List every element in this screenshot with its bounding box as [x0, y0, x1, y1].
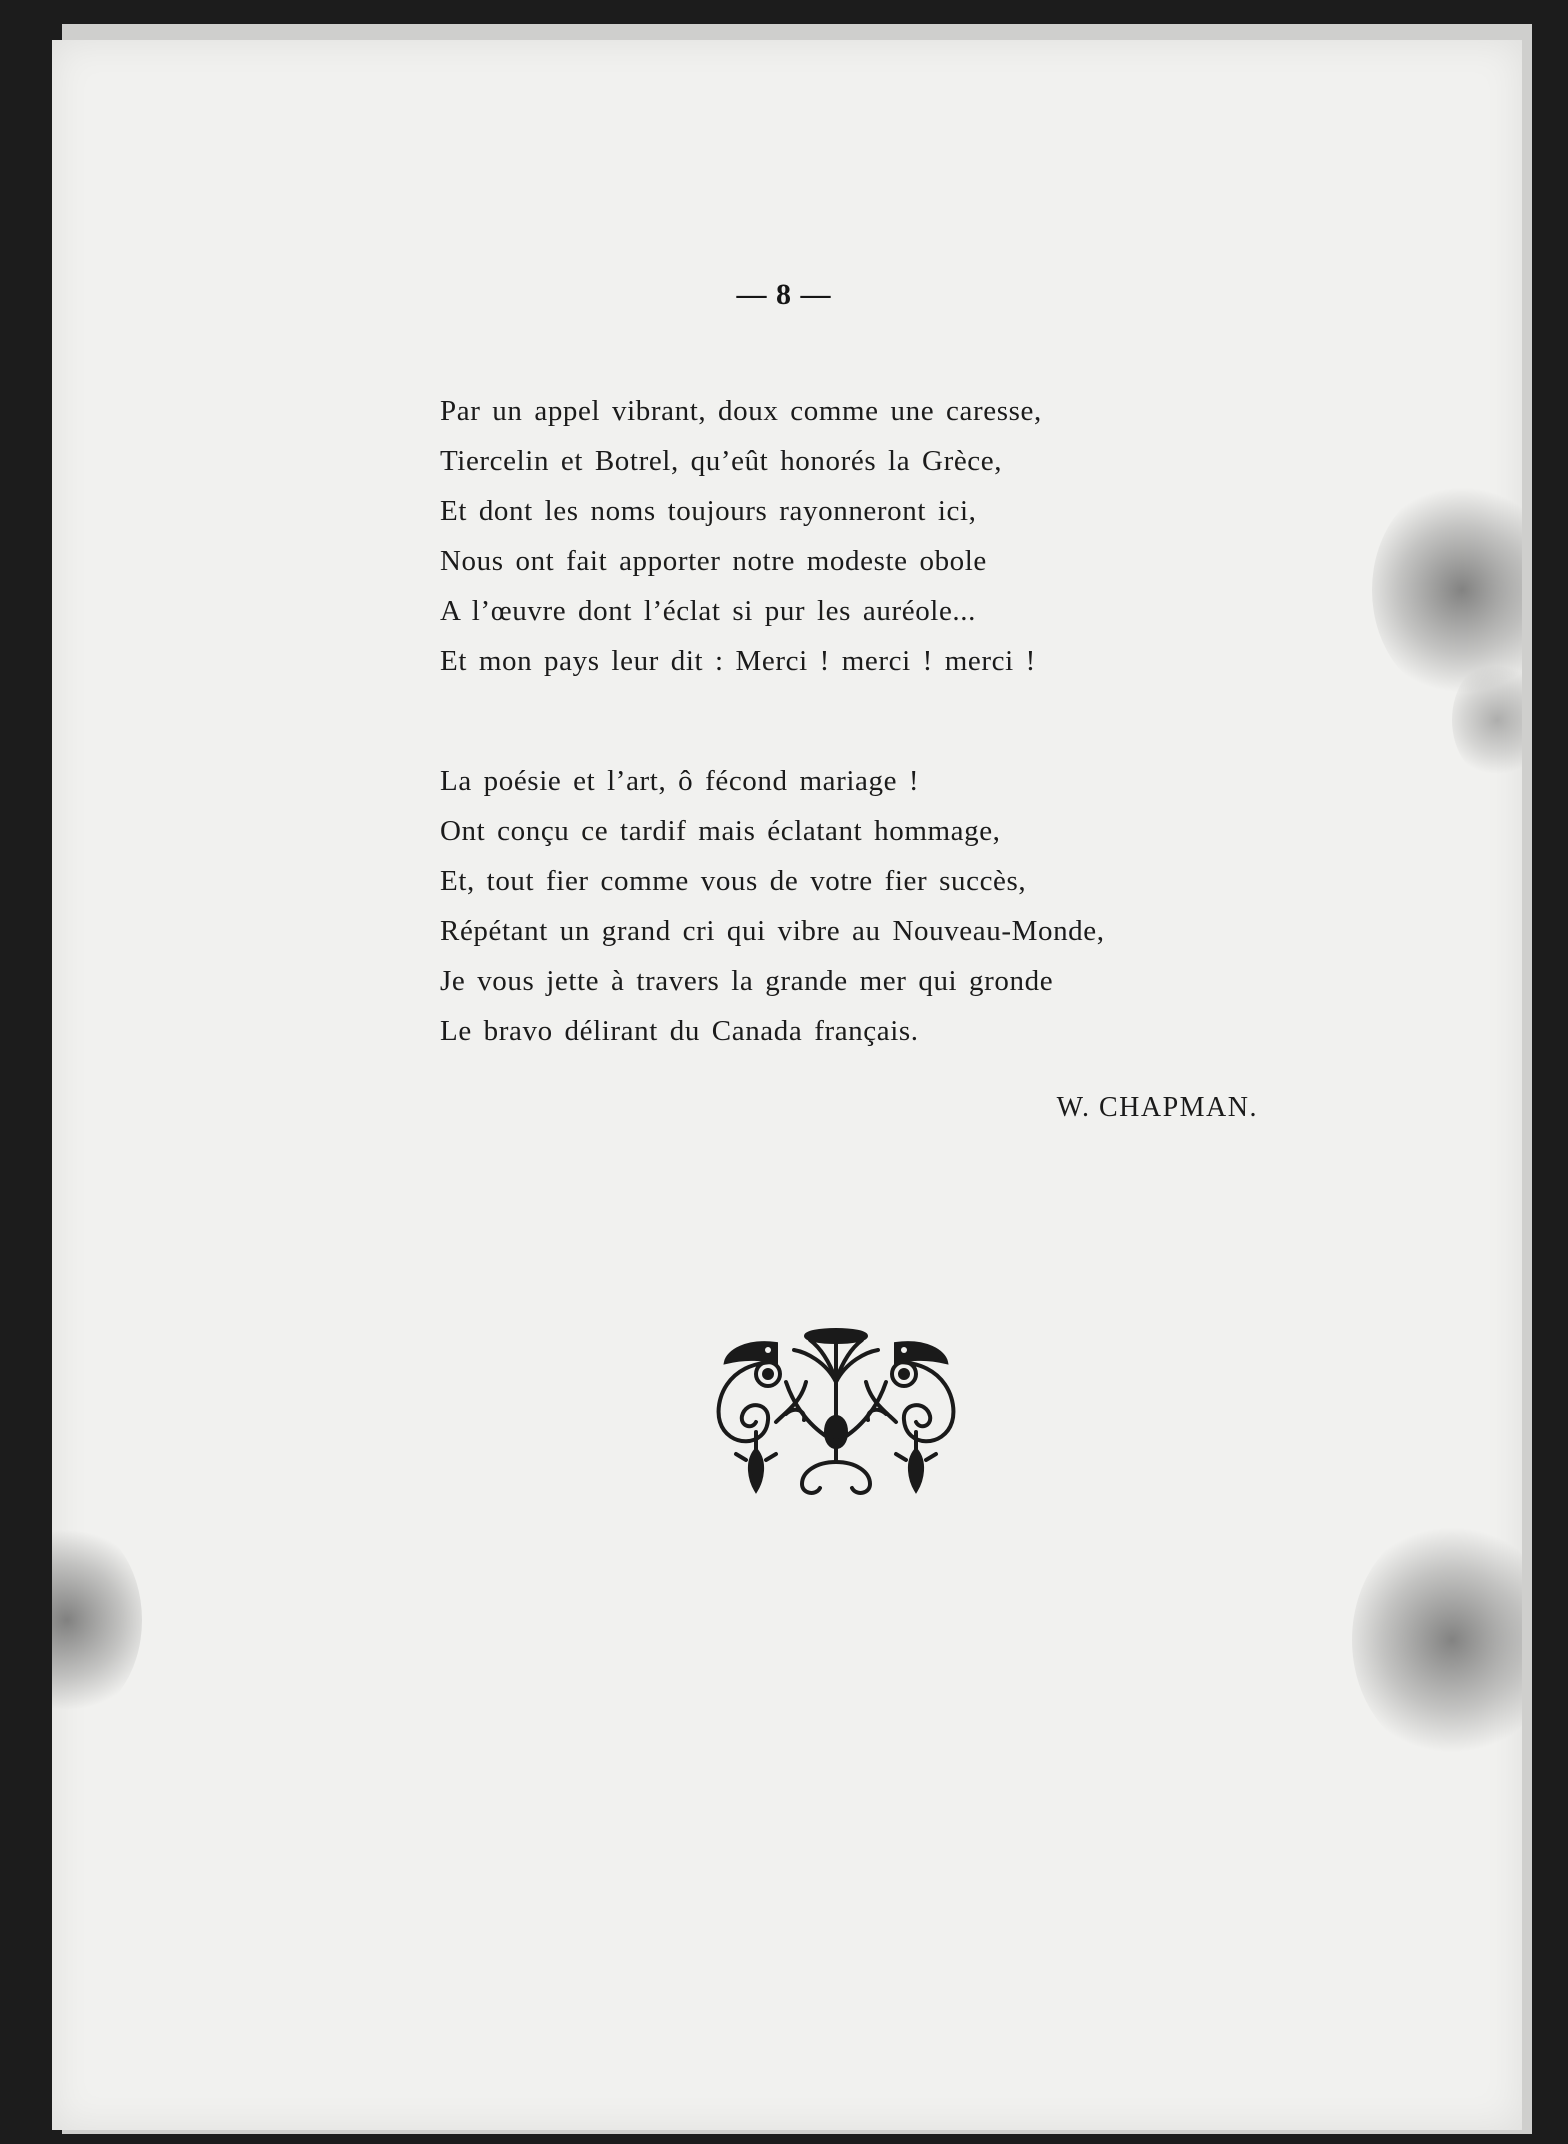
verse-line: La poésie et l’art, ô fécond mariage !	[440, 765, 920, 797]
verse-line: Répétant un grand cri qui vibre au Nouveau-Monde,	[440, 915, 1105, 947]
stain	[1352, 1520, 1522, 1760]
stain	[52, 1520, 142, 1720]
verse-line: Et dont les noms toujours rayonneront ici,	[440, 495, 977, 527]
page-number: — 8 —	[736, 278, 832, 311]
stanza-2	[440, 756, 1105, 1056]
verse-line: Ont conçu ce tardif mais éclatant hommage,	[440, 815, 1001, 847]
document-page	[52, 40, 1522, 2130]
verse-line: Et mon pays leur dit : Merci ! merci ! merci !	[440, 645, 1036, 677]
verse-line: Le bravo délirant du Canada français.	[440, 1015, 919, 1047]
stanza-1	[440, 386, 1042, 686]
verse-line: Par un appel vibrant, doux comme une caresse,	[440, 395, 1042, 427]
author-signature: W. CHAPMAN.	[1056, 1092, 1258, 1123]
verse-line: Je vous jette à travers la grande mer qui gronde	[440, 965, 1054, 997]
verse-line: Nous ont fait apporter notre modeste obole	[440, 545, 987, 577]
verse-line: Tiercelin et Botrel, qu’eût honorés la Grèce,	[440, 445, 1003, 477]
verse-line: A l’œuvre dont l’éclat si pur les auréole...	[440, 595, 976, 627]
floral-vignette-icon	[706, 1322, 966, 1507]
verse-line: Et, tout fier comme vous de votre fier succès,	[440, 865, 1027, 897]
